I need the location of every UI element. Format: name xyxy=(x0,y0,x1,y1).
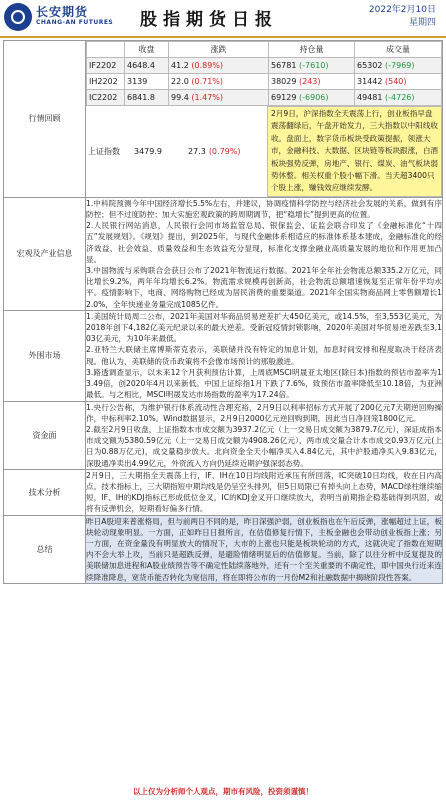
change-value: 22.0 xyxy=(171,77,189,86)
change-pct: (0.71%) xyxy=(191,77,224,86)
date-text: 2022年2月10日 xyxy=(368,5,436,15)
macro-text: 1.中科院预测今年中国经济增长5.5%左右，并建议，协调疫情科学防控与经济社会发展的关系，做到有序防控；但不过度防控；加大实施宏观政策的跨周期调节，把“稳增长”提到更高的位置。 2.人民银行网站消息，人民银行会同市场监管总局、银保监会、证监会联合印发了《金融标准化“十四五”发展规划》。《规划》提出，到2025年，与现代金融体系相适应的标准体系基本建成，金融标准化的经济效益、社会效益、质量效益和生态效益充分显现，标准化支撑金融业高质量发展的地位和作用更加凸显。 3.中国物流与采购联合会获日公布了2021年物流运行数据。2021年全年社会物流总额335.2万亿元，同比增长9.2%，两年年均增长6.2%。物流需求规模再创新高，社会物流总额增速恢复至正常年份平均水平。疫情影响下，电商、网络购物已经成为居民消费的重要渠道。2021年全国实物商品网上零售额增长12.0%，全年快递业务量完成1085亿件。 xyxy=(86,198,442,309)
change-value: 99.4 xyxy=(171,93,189,102)
oi-change: (243) xyxy=(299,77,321,86)
quote-row-if xyxy=(87,58,442,74)
oi-cell xyxy=(269,74,355,90)
oi-value: 38029 xyxy=(271,77,297,86)
close-value: 4648.4 xyxy=(125,58,169,74)
logo-name-en: CHANG-AN FUTURES xyxy=(36,19,114,26)
change-pct: (1.47%) xyxy=(191,93,224,102)
volume-change: (-4726) xyxy=(385,93,415,102)
quote-row-ic xyxy=(87,90,442,106)
volume-value: 31442 xyxy=(357,77,383,86)
index-close: 3479.9 xyxy=(134,146,162,156)
futures-quote-table xyxy=(86,41,442,106)
volume-value: 65302 xyxy=(357,61,383,70)
change-cell xyxy=(169,90,269,106)
section-label-market: 行情回顾 xyxy=(4,41,86,198)
volume-change: (-7969) xyxy=(385,61,415,70)
header-close: 收盘 xyxy=(125,42,169,58)
weekday-text: 星期四 xyxy=(408,18,436,28)
oi-value: 69129 xyxy=(271,93,297,102)
section-label-summary: 总结 xyxy=(4,515,86,583)
header-change: 涨跌 xyxy=(169,42,269,58)
summary-text: 昨日A股迎来普涨格局，但与前两日不同的是，昨日深强沪弱，创业板指也在午后反弹，涨幅超过上证，板块轮动现象明显。一方面，正如昨日日报所言，在估值修复行情下，主板金融也会带动创业板指上涨；另一方面，在资金量没有明显放大的情况下，大市的上涨也只能是板块轮动的方式，这就决定了指数在短期内不会大举上攻，当前只是超跌反弹，是避险情绪明显后的估值修复。当前，除了以往分析中反复提及的美联储加息进程和A股业绩预告等不确定性陆续落地外，还有一个至关重要的不确定性，即中国央行近来连续降准降息，宽货币能否转化为宽信用，将在即将公布的一月份M2和社融数据中揭晓阶段性答案。 xyxy=(86,516,442,582)
volume-cell xyxy=(355,90,442,106)
index-change-pct: (0.79%) xyxy=(208,146,241,156)
close-value: 3139 xyxy=(125,74,169,90)
report-table xyxy=(3,40,443,584)
market-commentary: 2月9日，沪深指数全天震荡上行，创业板指早盘震荡翻绿后，午盘开始发力，三大指数以中阳线收收。盘面上，数字货币板块受政策提振，领涨大市，金融科技、大数据、区块链等板块跟涨，白酒板块强势反弹，房地产、银行、煤炭、油气板块弱势休整。相关权重个股小幅下滑。当天超3400只个股上涨，赚钱效应继续发酵。 xyxy=(267,106,442,197)
contract-name: IF2202 xyxy=(87,58,125,74)
company-logo xyxy=(4,3,114,33)
oi-change: (-7610) xyxy=(299,61,329,70)
volume-cell xyxy=(355,74,442,90)
index-row xyxy=(86,106,267,197)
report-title: 股指期货日报 xyxy=(140,10,278,30)
oi-cell xyxy=(269,90,355,106)
oi-cell xyxy=(269,58,355,74)
section-label-overseas: 外围市场 xyxy=(4,310,86,401)
section-label-funds: 资金面 xyxy=(4,401,86,469)
funds-text: 1.央行公告称，为维护银行体系流动性合理充裕，2月9日以利率招标方式开展了200亿元7天期逆回购操作，中标利率2.10%。Wind数据显示，2月9日2000亿元逆回购到期，因此当日净回笼1800亿元。 2.截至2月9日收盘，上证指数本市成交额为3937.2亿元（上一交易日成交额为3879.7亿元），深证成指本市成交额为5380.59亿元（上一交易日成交额为4908.26亿元），两市成交量合计本市成交0.93万亿元(上日为0.88万亿元)，成交量稳步放大。北向资金全天小幅净买入4.84亿元，其中沪股通净买入9.83亿元，深股通净卖出4.99亿元，外资流入方向仍延续近期沪强深弱态势。 xyxy=(86,402,442,468)
change-cell xyxy=(169,74,269,90)
header-open-interest: 持仓量 xyxy=(269,42,355,58)
report-header xyxy=(0,0,446,38)
technical-text: 2月9日，三大期指全天震荡上行，IF、IH在10日均线附近承压有所回落，IC突破10日均线，收在日内高点。技术指标上，三大期指短中期均线是仍呈空头排列，但5日局限已有掉头向上态势，MACD绿柱继续缩短，IF、IH的KDJ指标已形成低位金叉，IC的KDJ金叉开口继续放大，表明当前期指企稳基础得到巩固，或将有反弹机会，短期看好偏多行情。 xyxy=(86,470,442,514)
change-cell xyxy=(169,58,269,74)
section-label-macro: 宏观及产业信息 xyxy=(4,197,86,310)
logo-emblem-icon xyxy=(4,3,32,31)
volume-value: 49481 xyxy=(357,93,383,102)
index-name: 上证指数 xyxy=(88,146,120,156)
index-block xyxy=(86,106,442,197)
volume-change: (540) xyxy=(385,77,407,86)
logo-name-cn: 长安期货 xyxy=(36,5,89,19)
close-value: 6841.8 xyxy=(125,90,169,106)
risk-disclaimer: 以上仅为分析师个人观点，期市有风险，投资须谨慎！ xyxy=(133,787,313,796)
index-change: 27.3 xyxy=(188,146,206,156)
contract-name: IH2202 xyxy=(87,74,125,90)
market-block xyxy=(86,41,443,198)
report-date xyxy=(369,4,436,30)
oi-value: 56781 xyxy=(271,61,297,70)
contract-name: IC2202 xyxy=(87,90,125,106)
change-pct: (0.89%) xyxy=(191,61,224,70)
header-volume: 成交量 xyxy=(355,42,442,58)
oi-change: (-6906) xyxy=(299,93,329,102)
volume-cell xyxy=(355,58,442,74)
section-label-technical: 技术分析 xyxy=(4,469,86,515)
overseas-text: 1.美国统计局周二公布，2021年美国对华商品贸易逆差扩大450亿美元，或14.5%，至3,553亿美元，为2018年创下4,182亿美元纪录以来的最大逆差。受新冠疫情封锁影响，2020年美国对华贸易逆差跌至3,103亿美元，为10年来最低。 2.亚特兰大联储主席博斯蒂克表示，美联储并没有特定的加息计划，加息时间安排和程度取决于经济表现。他认为，美联储的货币政策将不会像市场预计的那般激进。 3.路透调查显示，以未来12个月获利预估计算，上周底MSCI明晟亚太地区(除日本)指数的预估市盈率为13.49倍，创2020年4月以来新低。中国上证综指1月下跌了7.6%，致预估市盈率降低至10.18倍，为亚洲最低。与之相比，MSCI明晟发达市场指数的盈率为17.24倍。 xyxy=(86,311,442,400)
quote-header-row xyxy=(87,42,442,58)
change-value: 41.2 xyxy=(171,61,189,70)
quote-row-ih xyxy=(87,74,442,90)
